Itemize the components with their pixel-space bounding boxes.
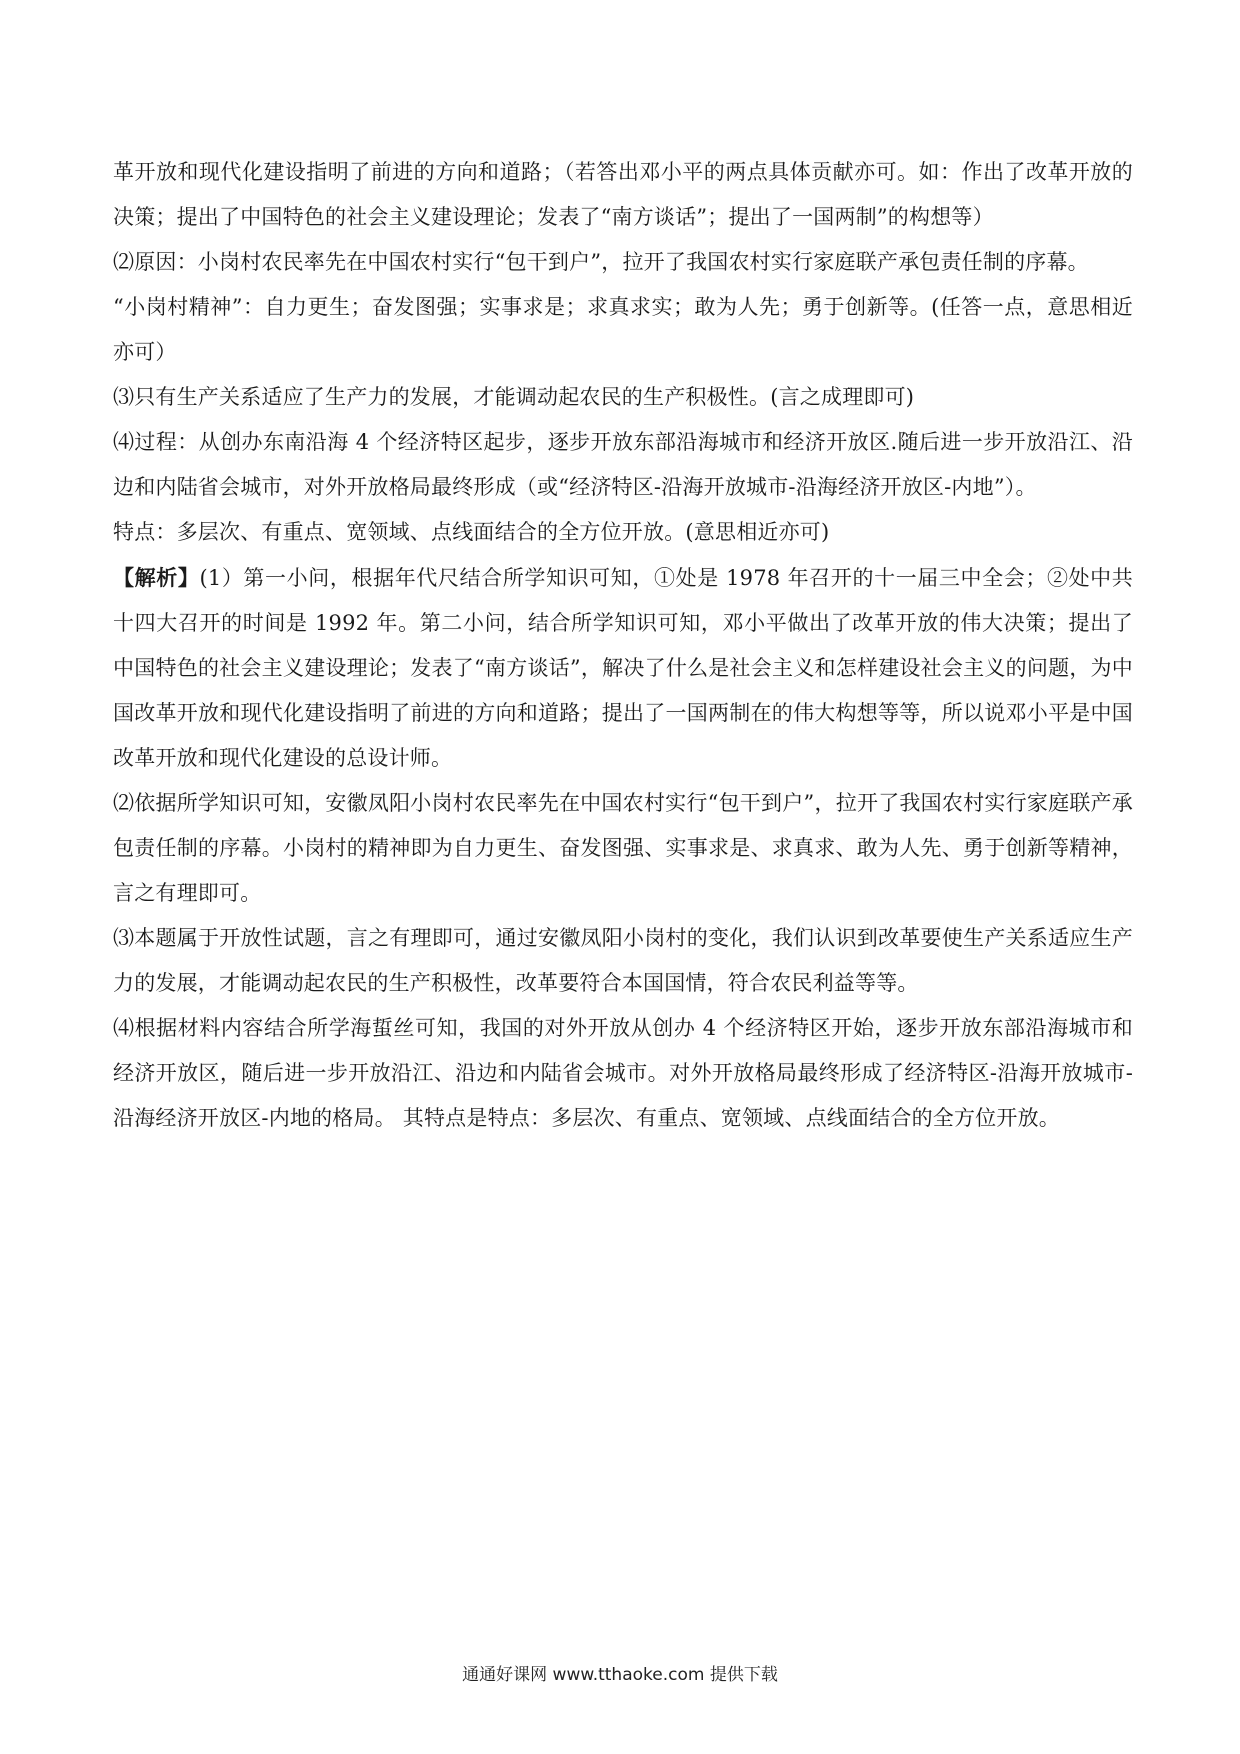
answer-paragraph-3: “小岗村精神”：自力更生；奋发图强；实事求是；求真求实；敢为人先；勇于创新等。(任答一点，意思相近亦可） — [113, 295, 1133, 364]
answer-paragraph-5: ⑷过程：从创办东南沿海 4 个经济特区起步，逐步开放东部沿海城市和经济开放区.随后进一步开放沿江、沿边和内陆省会城市，对外开放格局最终形成（或“经济特区-沿海开放城市-沿海经济开放区-内地”）。 — [113, 430, 1133, 499]
analysis-paragraph-1 — [113, 555, 1133, 781]
analysis-tag: 【解析】 — [113, 565, 200, 590]
page-footer: 通通好课网 www.tthaoke.com 提供下载 — [462, 1665, 778, 1685]
analysis-text-1: (1）第一小问，根据年代尺结合所学知识可知，①处是 1978 年召开的十一届三中全会；②处中共十四大召开的时间是 1992 年。第二小问，结合所学知识可知，邓小平做出了改革开放的伟大决策；提出了中国特色的社会主义建设理论；发表了“南方谈话”，解决了什么是社会主义和怎样建设社会主义的问题，为中国改革开放和现代化建设指明了前进的方向和道路；提出了一国两制在的伟大构想等等，所以说邓小平是中国改革开放和现代化建设的总设计师。 — [113, 566, 1133, 770]
analysis-paragraph-3: ⑶本题属于开放性试题，言之有理即可，通过安徽凤阳小岗村的变化，我们认识到改革要使生产关系适应生产力的发展，才能调动起农民的生产积极性，改革要符合本国国情，符合农民利益等等。 — [113, 926, 1133, 995]
analysis-paragraph-4: ⑷根据材料内容结合所学海蜇丝可知，我国的对外开放从创办 4 个经济特区开始，逐步开放东部沿海城市和经济开放区，随后进一步开放沿江、沿边和内陆省会城市。对外开放格局最终形成了经济特区-沿海开放城市-沿海经济开放区-内地的格局。 其特点是特点：多层次、有重点、宽领域、点线面结合的全方位开放。 — [113, 1016, 1133, 1130]
analysis-paragraph-2: ⑵依据所学知识可知，安徽凤阳小岗村农民率先在中国农村实行“包干到户”，拉开了我国农村实行家庭联产承包责任制的序幕。小岗村的精神即为自力更生、奋发图强、实事求是、求真求、敢为人先、勇于创新等精神，言之有理即可。 — [113, 791, 1133, 905]
answer-paragraph-6: 特点：多层次、有重点、宽领域、点线面结合的全方位开放。(意思相近亦可) — [113, 520, 830, 544]
answer-paragraph-1: 革开放和现代化建设指明了前进的方向和道路；（若答出邓小平的两点具体贡献亦可。如：作出了改革开放的决策；提出了中国特色的社会主义建设理论；发表了“南方谈话”；提出了一国两制”的构想等） — [113, 160, 1133, 229]
document-body — [113, 150, 1133, 1141]
answer-paragraph-2: ⑵原因：小岗村农民率先在中国农村实行“包干到户”，拉开了我国农村实行家庭联产承包责任制的序幕。 — [113, 250, 1089, 274]
answer-paragraph-4: ⑶只有生产关系适应了生产力的发展，才能调动起农民的生产积极性。(言之成理即可) — [113, 385, 915, 409]
